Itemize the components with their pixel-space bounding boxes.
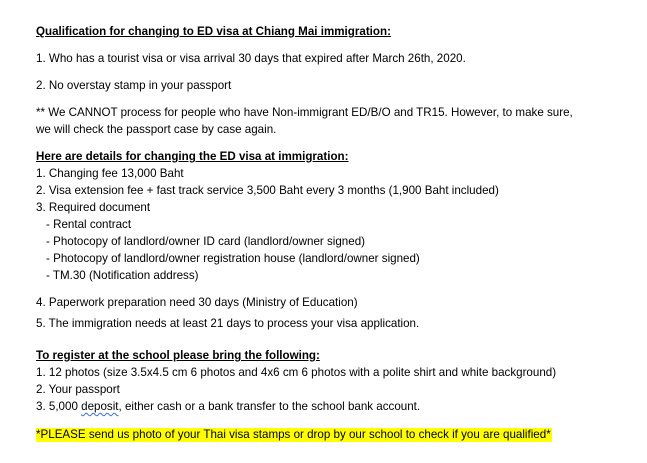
register-item-2: 2. Your passport [36, 383, 120, 396]
details-item-1: 1. Changing fee 13,000 Baht [36, 167, 184, 180]
note-line-1: ** We CANNOT process for people who have Non-immigrant ED/B/O and TR15. However, to make sure, [36, 106, 573, 119]
details-item-4: 4. Paperwork preparation need 30 days (Ministry of Education) [36, 296, 358, 309]
spellcheck-word-deposit: deposit [81, 400, 119, 413]
register-item-3-prefix: 3. 5,000 [36, 400, 82, 413]
required-doc-2: - Photocopy of landlord/owner ID card (landlord/owner signed) [46, 235, 365, 248]
register-item-3 [36, 399, 420, 414]
details-item-5: 5. The immigration needs at least 21 days to process your visa application. [36, 317, 420, 330]
highlighted-notice [36, 427, 552, 442]
required-doc-4: - TM.30 (Notification address) [46, 269, 199, 282]
details-heading: Here are details for changing the ED visa at immigration: [36, 150, 349, 163]
required-doc-3: - Photocopy of landlord/owner registration house (landlord/owner signed) [46, 252, 420, 265]
qualification-item-1: 1. Who has a tourist visa or visa arrival 30 days that expired after March 26th, 2020. [36, 52, 466, 65]
required-doc-1: - Rental contract [46, 218, 132, 231]
register-heading: To register at the school please bring the following: [36, 349, 320, 362]
note-line-2: we will check the passport case by case again. [36, 123, 277, 136]
details-item-2: 2. Visa extension fee + fast track service 3,500 Baht every 3 months (1,900 Baht included) [36, 184, 499, 197]
highlighted-notice-text: *PLEASE send us photo of your Thai visa stamps or drop by our school to check if you are qualified* [36, 428, 551, 441]
qualification-item-2: 2. No overstay stamp in your passport [36, 79, 232, 92]
qualification-heading: Qualification for changing to ED visa at Chiang Mai immigration: [36, 25, 391, 38]
register-item-1: 1. 12 photos (size 3.5x4.5 cm 6 photos and 4x6 cm 6 photos with a polite shirt and white background) [36, 366, 557, 379]
details-item-3: 3. Required document [36, 201, 151, 214]
register-item-3-suffix: , either cash or a bank transfer to the school bank account. [118, 400, 421, 413]
